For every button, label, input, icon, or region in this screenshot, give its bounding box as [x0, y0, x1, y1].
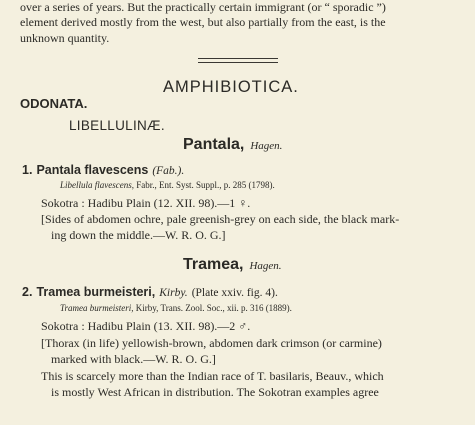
species-plate-reference: (Plate xxiv. fig. 4). — [191, 287, 278, 299]
family-heading: LIBELLULINÆ. — [69, 118, 165, 133]
species-name: Tramea burmeisteri, — [36, 285, 156, 299]
species-locality-1: Sokotra : Hadibu Plain (12. XII. 98).—1 ♀. — [41, 196, 251, 210]
species-heading-2 — [22, 283, 278, 301]
intro-line-3: unknown quantity. — [20, 31, 110, 45]
intro-line-1: over a series of years. But the practically certain immigrant (or “ sporadic ”) — [20, 0, 386, 14]
citation-rest: Kirby, Trans. Zool. Soc., xii. p. 316 (1889). — [133, 303, 292, 313]
order-heading: AMPHIBIOTICA. — [163, 78, 299, 96]
species-note-2-line-2: marked with black.—W. R. O. G.] — [51, 352, 216, 366]
species-author: (Fab.). — [152, 165, 185, 177]
genus-name: Tramea, — [183, 256, 244, 273]
species-number: 2. — [22, 285, 33, 299]
species-citation-2 — [60, 303, 292, 313]
species-heading-1 — [22, 161, 184, 179]
species-note-2-line-1: [Thorax (in life) yellowish-brown, abdomen dark crimson (or carmine) — [41, 336, 382, 350]
citation-name: Tramea burmeisteri, — [60, 303, 134, 313]
genus-author: Hagen. — [249, 260, 282, 272]
species-author: Kirby. — [159, 287, 188, 299]
closing-line-1: This is scarcely more than the Indian race of T. basilaris, Beauv., which — [41, 369, 384, 383]
section-divider — [198, 58, 278, 63]
species-locality-2: Sokotra : Hadibu Plain (13. XII. 98).—2 ♂. — [41, 319, 251, 333]
suborder-heading: ODONATA. — [20, 96, 88, 111]
species-number: 1. — [22, 163, 33, 177]
genus-author: Hagen. — [250, 140, 283, 152]
species-citation-1 — [60, 180, 275, 190]
citation-name: Libellula flavescens, — [60, 180, 134, 190]
intro-line-2: element derived mostly from the west, but also partially from the east, is the — [20, 15, 386, 29]
genus-heading-pantala — [183, 136, 282, 154]
species-note-1-line-2: ing down the middle.—W. R. O. G.] — [51, 228, 226, 242]
genus-name: Pantala, — [183, 136, 245, 153]
species-name: Pantala flavescens — [36, 163, 149, 177]
closing-line-2: is mostly West African in distribution. The Sokotran examples agree — [51, 385, 379, 399]
citation-rest: Fabr., Ent. Syst. Suppl., p. 285 (1798). — [134, 180, 275, 190]
species-note-1-line-1: [Sides of abdomen ochre, pale greenish-grey on each side, the black mark- — [41, 212, 400, 226]
genus-heading-tramea — [183, 256, 282, 274]
